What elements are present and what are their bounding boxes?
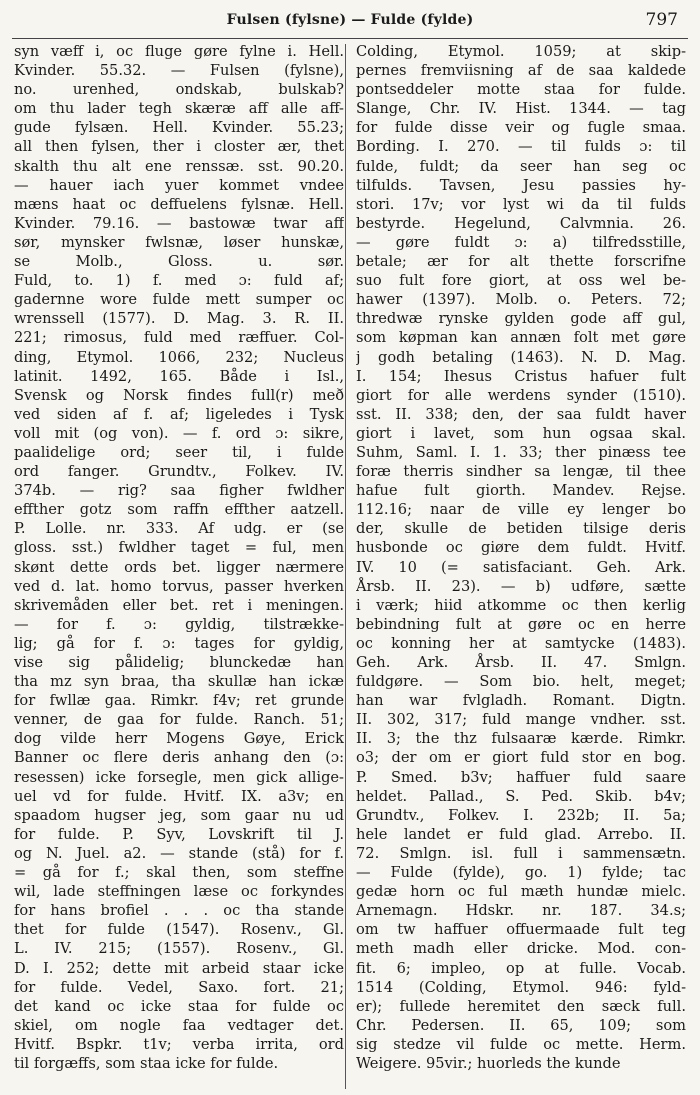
text-line: 1514 (Colding, Etymol. 946: fyld- [356,978,686,996]
text-line: I. 154; Ihesus Cristus hafuer fult [356,367,686,385]
text-line: pernes fremviisning af de saa kaldede [356,62,686,80]
text-line: bestyrde. Hegelund, Calvmnia. 26. [356,214,686,232]
text-line: IV. 10 (= satisfaciant. Geh. Ark. [356,558,686,576]
header-rule [12,38,688,39]
text-line: fuldgøre. — Som bio. helt, meget; [356,673,686,691]
text-line: for hans brofiel . . . oc tha stande [14,902,344,920]
text-line: no. urenhed, ondskab, bulskab? [14,81,344,99]
text-line: uel vd for fulde. Hvitf. IX. a3v; en [14,787,344,805]
text-line: for fulde. Vedel, Saxo. fort. 21; [14,978,344,996]
text-line: fit. 6; impleo, op at fulle. Vocab. [356,959,686,977]
text-line: = gå for f.; skal then, som steffne [14,864,344,882]
text-line: Slange, Chr. IV. Hist. 1344. — tag [356,100,686,118]
text-line: der, skulle de betiden tilsige deris [356,520,686,538]
text-line: — hauer iach yuer kommet vndee [14,176,344,194]
right-column [356,42,686,1073]
text-line: mæns haat oc deffuelens fylsnæ. Hell. [14,195,344,213]
text-line: stori. 17v; vor lyst wi da til fulds [356,195,686,213]
text-line: om thu lader tegh skæræ aff alle aff- [14,100,344,118]
text-line: fulde, fuldt; da seer han seg oc [356,157,686,175]
text-line: Chr. Pedersen. II. 65, 109; som [356,1016,686,1034]
text-line: se Molb., Gloss. u. sør. [14,253,344,271]
text-line: skiel, om nogle faa vedtager det. [14,1016,344,1034]
text-line: pontseddeler motte staa for fulde. [356,81,686,99]
text-line: all then fylsen, ther i closter ær, thet [14,138,344,156]
text-line: det kand oc icke staa for fulde oc [14,997,344,1015]
text-line: sig stedze vil fulde oc mette. Herm. [356,1035,686,1053]
text-line: han war fvlgladh. Romant. Digtn. [356,692,686,710]
text-line: skønt dette ords bet. ligger nærmere [14,558,344,576]
text-line: til forgæffs, som staa icke for fulde. [14,1054,279,1072]
text-line: resessen) icke forsegle, men gick alligе- [14,768,344,786]
text-line: sør, mynsker fwlsnæ, løser hunskæ, [14,233,344,251]
text-line: ved siden af f. af; ligeledes i Tysk [14,405,344,423]
text-line: oc konning her at samtycke (1483). [356,634,686,652]
text-line: L. IV. 215; (1557). Rosenv., Gl. [14,940,344,958]
text-line: — for f. ɔ: gyldig, tilstrække- [14,615,344,633]
text-line: foræ therris sindher sa lengæ, til thee [356,463,686,481]
text-line: Kvinder. 55.32. — Fulsen (fylsne), [14,62,344,80]
text-line: 374b. — rig? saa figher fwldher [14,482,344,500]
text-line: ord fanger. Grundtv., Folkev. IV. [14,463,344,481]
text-line: thet for fulde (1547). Rosenv., Gl. [14,921,344,939]
text-line: — Fulde (fylde), go. 1) fylde; tac [356,864,686,882]
text-line: Suhm, Saml. I. 1. 33; ther pinæss tee [356,443,686,461]
text-line: Svensk og Norsk findes full(r) með [14,386,344,404]
text-line: effther gotz som raffn effther aatzell. [14,501,344,519]
text-line: wil, lade steffningen læse oc forkyndes [14,883,344,901]
text-line: Bording. I. 270. — til fulds ɔ: til [356,138,686,156]
text-line: for fulde disse veir og fugle smaa. [356,119,686,137]
text-line: skalth thu alt ene renssæ. sst. 90.20. [14,157,344,175]
left-column [14,42,344,1073]
text-line: for fulde. P. Syv, Lovskrift til J. [14,825,344,843]
text-line: giort for alle werdens synder (1510). [356,386,686,404]
text-line: i værk; hiid atkomme oc then kerlig [356,596,686,614]
text-line: j godh betaling (1463). N. D. Mag. [356,348,686,366]
text-line: gedæ horn oc ful mæth hundæ mielc. [356,883,686,901]
text-line: voll mit (og von). — f. ord ɔ: sikre, [14,424,344,442]
text-line: hele landet er fuld glad. Arrebo. II. [356,825,686,843]
text-line: skrivemåden eller bet. ret i meningen. [14,596,344,614]
text-line: heldet. Pallad., S. Ped. Skib. b4v; [356,787,686,805]
text-line: er); fullede heremitet den sæck full. [356,997,686,1015]
text-line: P. Lolle. nr. 333. Af udg. er (se [14,520,344,538]
text-line: for fwllæ gaa. Rimkr. f4v; ret grunde [14,692,344,710]
text-line: venner, de gaa for fulde. Ranch. 51; [14,711,344,729]
text-line: o3; der om er giort fuld stor en bog. [356,749,686,767]
text-line: Kvinder. 79.16. — bastowæ twar aff [14,214,344,232]
text-line: og N. Juel. a2. — stande (stå) for f. [14,844,344,862]
text-line: ved d. lat. homo torvus, passer hverken [14,577,344,595]
text-line: Arnemagn. Hdskr. nr. 187. 34.s; [356,902,686,920]
text-line: dog vilde herr Mogens Gøye, Erick [14,730,344,748]
text-line: latinit. 1492, 165. Både i Isl., [14,367,344,385]
text-line: Årsb. II. 23). — b) udføre, sætte [356,577,686,595]
text-line: Grundtv., Folkev. I. 232b; II. 5a; [356,806,686,824]
text-line: gadernne wore fulde mett sumper oc [14,291,344,309]
text-line: lig; gå for f. ɔ: tages for gyldig, [14,634,344,652]
text-line: ding, Etymol. 1066, 232; Nucleus [14,348,344,366]
text-line: gloss. sst.) fwldher taget = ful, men [14,539,344,557]
text-line: thredwæ rynske gylden gode aff gul, [356,310,686,328]
page-header [0,8,700,34]
column-divider [345,44,346,1089]
text-line: betale; ær for alt thette forscrifne [356,253,686,271]
text-line: bebindning fult at gøre oc en herre [356,615,686,633]
text-line: P. Smed. b3v; haffuer fuld saare [356,768,686,786]
text-line: som køpman kan annæn folt met gøre [356,329,686,347]
text-line: sst. II. 338; den, der saa fuldt haver [356,405,686,423]
text-line: spaadom hugser jeg, som gaar nu ud [14,806,344,824]
text-line: Hvitf. Bspkr. t1v; verba irrita, ord [14,1035,344,1053]
text-line: vise sig pålidelig; blunckedæ han [14,654,344,671]
page-number: 797 [645,10,678,30]
text-line: 221; rimosus, fuld med ræffuer. Col- [14,329,344,347]
text-line: Banner oc flere deris anhang den (ɔ: [14,749,344,767]
text-line: om tw haffuer offuermaade fult teg [356,921,686,939]
text-line: tha mz syn braa, tha skullæ han ickæ [14,673,344,691]
text-line: Fuld, to. 1) f. med ɔ: fuld af; [14,272,344,290]
text-line: giort i lavet, som hun ogsaa skal. [356,424,686,442]
text-line: wrenssell (1577). D. Mag. 3. R. II. [14,310,344,328]
text-line: hawer (1397). Molb. o. Peters. 72; [356,291,686,309]
text-line: Geh. Ark. Årsb. II. 47. Smlgn. [356,654,686,671]
text-line: 72. Smlgn. isl. full i sammensætn. [356,844,686,862]
text-line: Colding, Etymol. 1059; at skip- [356,43,686,60]
text-line: paalidelige ord; seer til, i fulde [14,443,344,461]
text-line: tilfulds. Tavsen, Jesu passies hy- [356,176,686,194]
text-line: II. 3; the thz fulsaaræ kærde. Rimkr. [356,730,686,748]
text-line: hafue fult giorth. Mandev. Rejse. [356,482,686,500]
text-line: meth madh eller dricke. Mod. con- [356,940,686,958]
text-line: gude fylsæn. Hell. Kvinder. 55.23; [14,119,344,137]
running-title: Fulsen (fylsne) — Fulde (fylde) [226,12,474,28]
text-line: — gøre fuldt ɔ: a) tilfredsstille, [356,233,686,251]
text-line: D. I. 252; dette mit arbeid staar icke [14,959,344,977]
text-line: 112.16; naar de ville ey lenger bo [356,501,686,519]
text-line: syn væff i, oc fluge gøre fylne i. Hell. [14,43,344,60]
text-line: II. 302, 317; fuld mange vndher. sst. [356,711,686,729]
text-line: husbonde oc giøre dem fuldt. Hvitf. [356,539,686,557]
text-line: Weigere. 95vir.; huorleds the kunde [356,1054,621,1072]
text-line: suo fult fore giort, at oss wel be- [356,272,686,290]
